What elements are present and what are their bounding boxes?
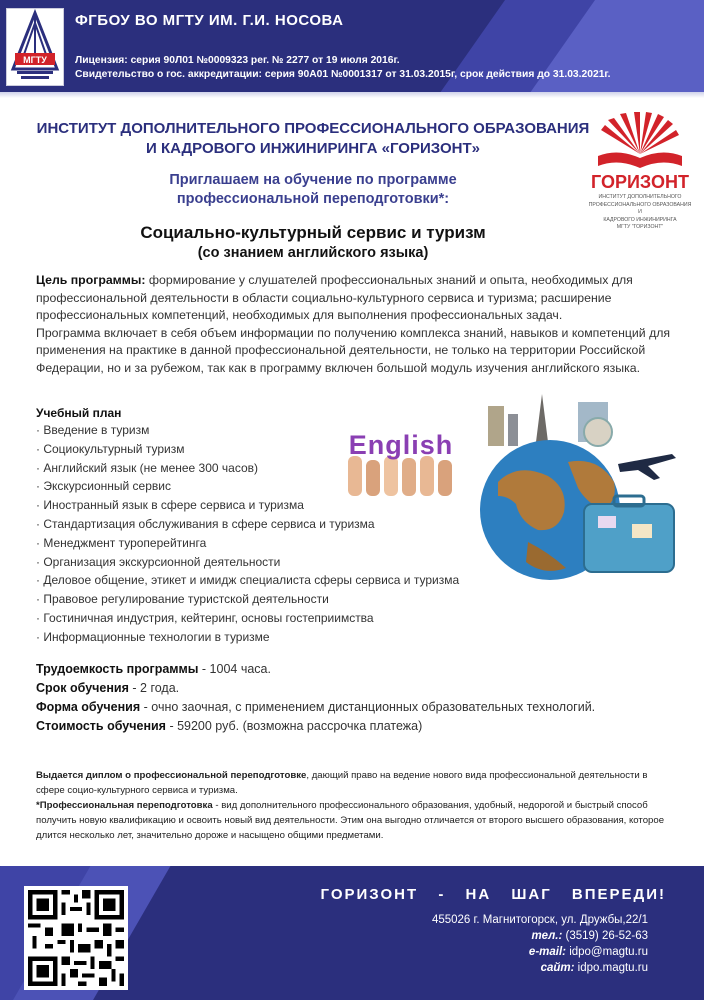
fact-label: Срок обучения [36, 681, 129, 695]
diploma-text: , дающий право на ведение нового вида профессиональной деятельности в сфере социо-культурного сервиса и туризма. [36, 770, 648, 796]
goal-text-2: Программа включает в себя объем информации по получению комплекса знаний, навыков и компетенций для применения на практике в данной профессиональной деятельности, не только на территории Российской Федерации, но и за рубежом, так как в программу включен большой модуль изучения английского языка. [36, 325, 671, 375]
fact-value: - очно заочная, с применением дистанционных образовательных технологий. [140, 700, 596, 714]
goal-label: Цель программы: [36, 273, 146, 287]
fact-form [36, 698, 595, 717]
sunrise-book-icon [588, 112, 692, 172]
curriculum-item: · Деловое общение, этикет и имидж специалиста сферы сервиса и туризма [36, 573, 460, 588]
invite-line2: профессиональной переподготовки*: [176, 191, 450, 207]
fact-term [36, 679, 595, 698]
curriculum-title: Учебный план [36, 406, 122, 420]
fact-value: - 2 года. [128, 681, 180, 695]
program-title: Социально-культурный сервис и туризм [140, 223, 486, 242]
gorizont-logo [588, 112, 692, 232]
university-name: ФГБОУ ВО МГТУ ИМ. Г.И. НОСОВА [75, 12, 344, 29]
mgtu-logo-text: МГТУ [23, 55, 47, 65]
gorizont-logo-caption [588, 194, 692, 232]
caption-line: ИНСТИТУТ ДОПОЛНИТЕЛЬНОГО [598, 194, 682, 200]
diploma-bold: Выдается диплом о профессиональной переподготовке [36, 770, 307, 781]
diploma-note [36, 768, 676, 843]
fact-label: Трудоемкость программы [36, 662, 199, 676]
gorizont-logo-name: ГОРИЗОНТ [591, 172, 689, 192]
globe-suitcase-icon [468, 392, 680, 588]
curriculum-item: · Социокультурный туризм [36, 441, 185, 456]
email-line [529, 946, 648, 958]
program-subtitle: (со знанием английского языка) [197, 245, 429, 261]
program-goal [36, 272, 676, 377]
curriculum-item: · Правовое регулирование туристской деятельности [36, 592, 329, 607]
site-label: сайт: [540, 962, 575, 974]
qr-code[interactable] [24, 886, 128, 990]
caption-line: МГТУ "ГОРИЗОНТ" [616, 224, 664, 230]
phone-line [532, 930, 648, 942]
goal-text: формирование у слушателей профессиональных знаний и опыта, необходимых для профессиональной деятельности в области социально-культурного сервиса и туризма; расширение профессиональных компетенций, необходимых для выполнения профессиональных задач. [36, 273, 633, 322]
license-info [75, 54, 611, 82]
english-hands-image [342, 426, 460, 496]
header-banner [0, 0, 704, 92]
definition-paragraph [36, 798, 676, 843]
english-word: English [348, 430, 454, 460]
fact-label: Форма обучения [36, 700, 141, 714]
institute-title-line1: ИНСТИТУТ ДОПОЛНИТЕЛЬНОГО ПРОФЕССИОНАЛЬНОГО ОБРАЗОВАНИЯ [36, 120, 590, 137]
fact-value: - 1004 часа. [198, 662, 271, 676]
travel-globe-image [468, 392, 680, 588]
fact-label: Стоимость обучения [36, 719, 166, 733]
curriculum-item: · Информационные технологии в туризме [36, 629, 270, 644]
slogan: ГОРИЗОНТ - НА ШАГ ВПЕРЕДИ! [320, 886, 666, 903]
invite-line1: Приглашаем на обучение по программе [169, 172, 457, 188]
curriculum-item: · Менеджмент туроперейтинга [36, 535, 207, 550]
qr-code-icon [24, 886, 128, 990]
fact-labor [36, 660, 595, 679]
program-facts [36, 660, 595, 736]
mgtu-logo-icon [7, 9, 63, 85]
caption-line: КАДРОВОГО ИНЖИНИРИНГА [603, 216, 677, 223]
definition-bold: *Профессиональная переподготовка [36, 800, 213, 811]
institute-title-line2: И КАДРОВОГО ИНЖИНИРИНГА «ГОРИЗОНТ» [146, 140, 480, 157]
curriculum-item: · Стандартизация обслуживания в сфере сервиса и туризма [36, 516, 375, 531]
phone-label: тел.: [531, 930, 563, 942]
address: 455026 г. Магнитогорск, ул. Дружбы,22/1 [431, 914, 648, 926]
email-value[interactable]: idpo@magtu.ru [566, 946, 648, 958]
definition-text: - вид дополнительного профессионального образования, удобный, недорогой и быстрый способ получить новую квалификацию и освоить новый вид деятельности. Этим она выгодно отличается от второго высшего образования, которое длится несколько лет, значительно дороже и насыщено общими предметами. [36, 800, 665, 841]
header-divider [0, 92, 704, 98]
curriculum-item: · Гостиничная индустрия, кейтеринг, основы гостеприимства [36, 610, 374, 625]
curriculum-item: · Введение в туризм [36, 423, 150, 437]
mgtu-logo [6, 8, 64, 86]
phone-value[interactable]: (3519) 26-52-63 [562, 930, 648, 942]
email-label: e-mail: [528, 946, 566, 958]
fact-value: - 59200 руб. (возможна рассрочка платежа) [165, 719, 423, 733]
curriculum-item: · Английский язык (не менее 300 часов) [36, 460, 259, 475]
site-line [541, 962, 648, 974]
site-link[interactable]: idpo.magtu.ru [574, 962, 648, 974]
caption-line: ПРОФЕССИОНАЛЬНОГО ОБРАЗОВАНИЯ И [588, 201, 692, 215]
curriculum-item: · Экскурсионный сервис [36, 479, 171, 494]
accreditation-line: Свидетельство о гос. аккредитации: серия 90А01 №0001317 от 31.03.2015г, срок действия до 31.03.2021г. [75, 69, 611, 80]
footer-banner [0, 866, 704, 1000]
diploma-paragraph [36, 768, 676, 798]
curriculum-item: · Иностранный язык в сфере сервиса и туризма [36, 498, 304, 513]
curriculum-item: · Организация экскурсионной деятельности [36, 554, 281, 569]
fact-cost [36, 717, 595, 736]
license-line: Лицензия: серия 90Л01 №0009323 рег. № 2277 от 19 июля 2016г. [75, 55, 400, 66]
